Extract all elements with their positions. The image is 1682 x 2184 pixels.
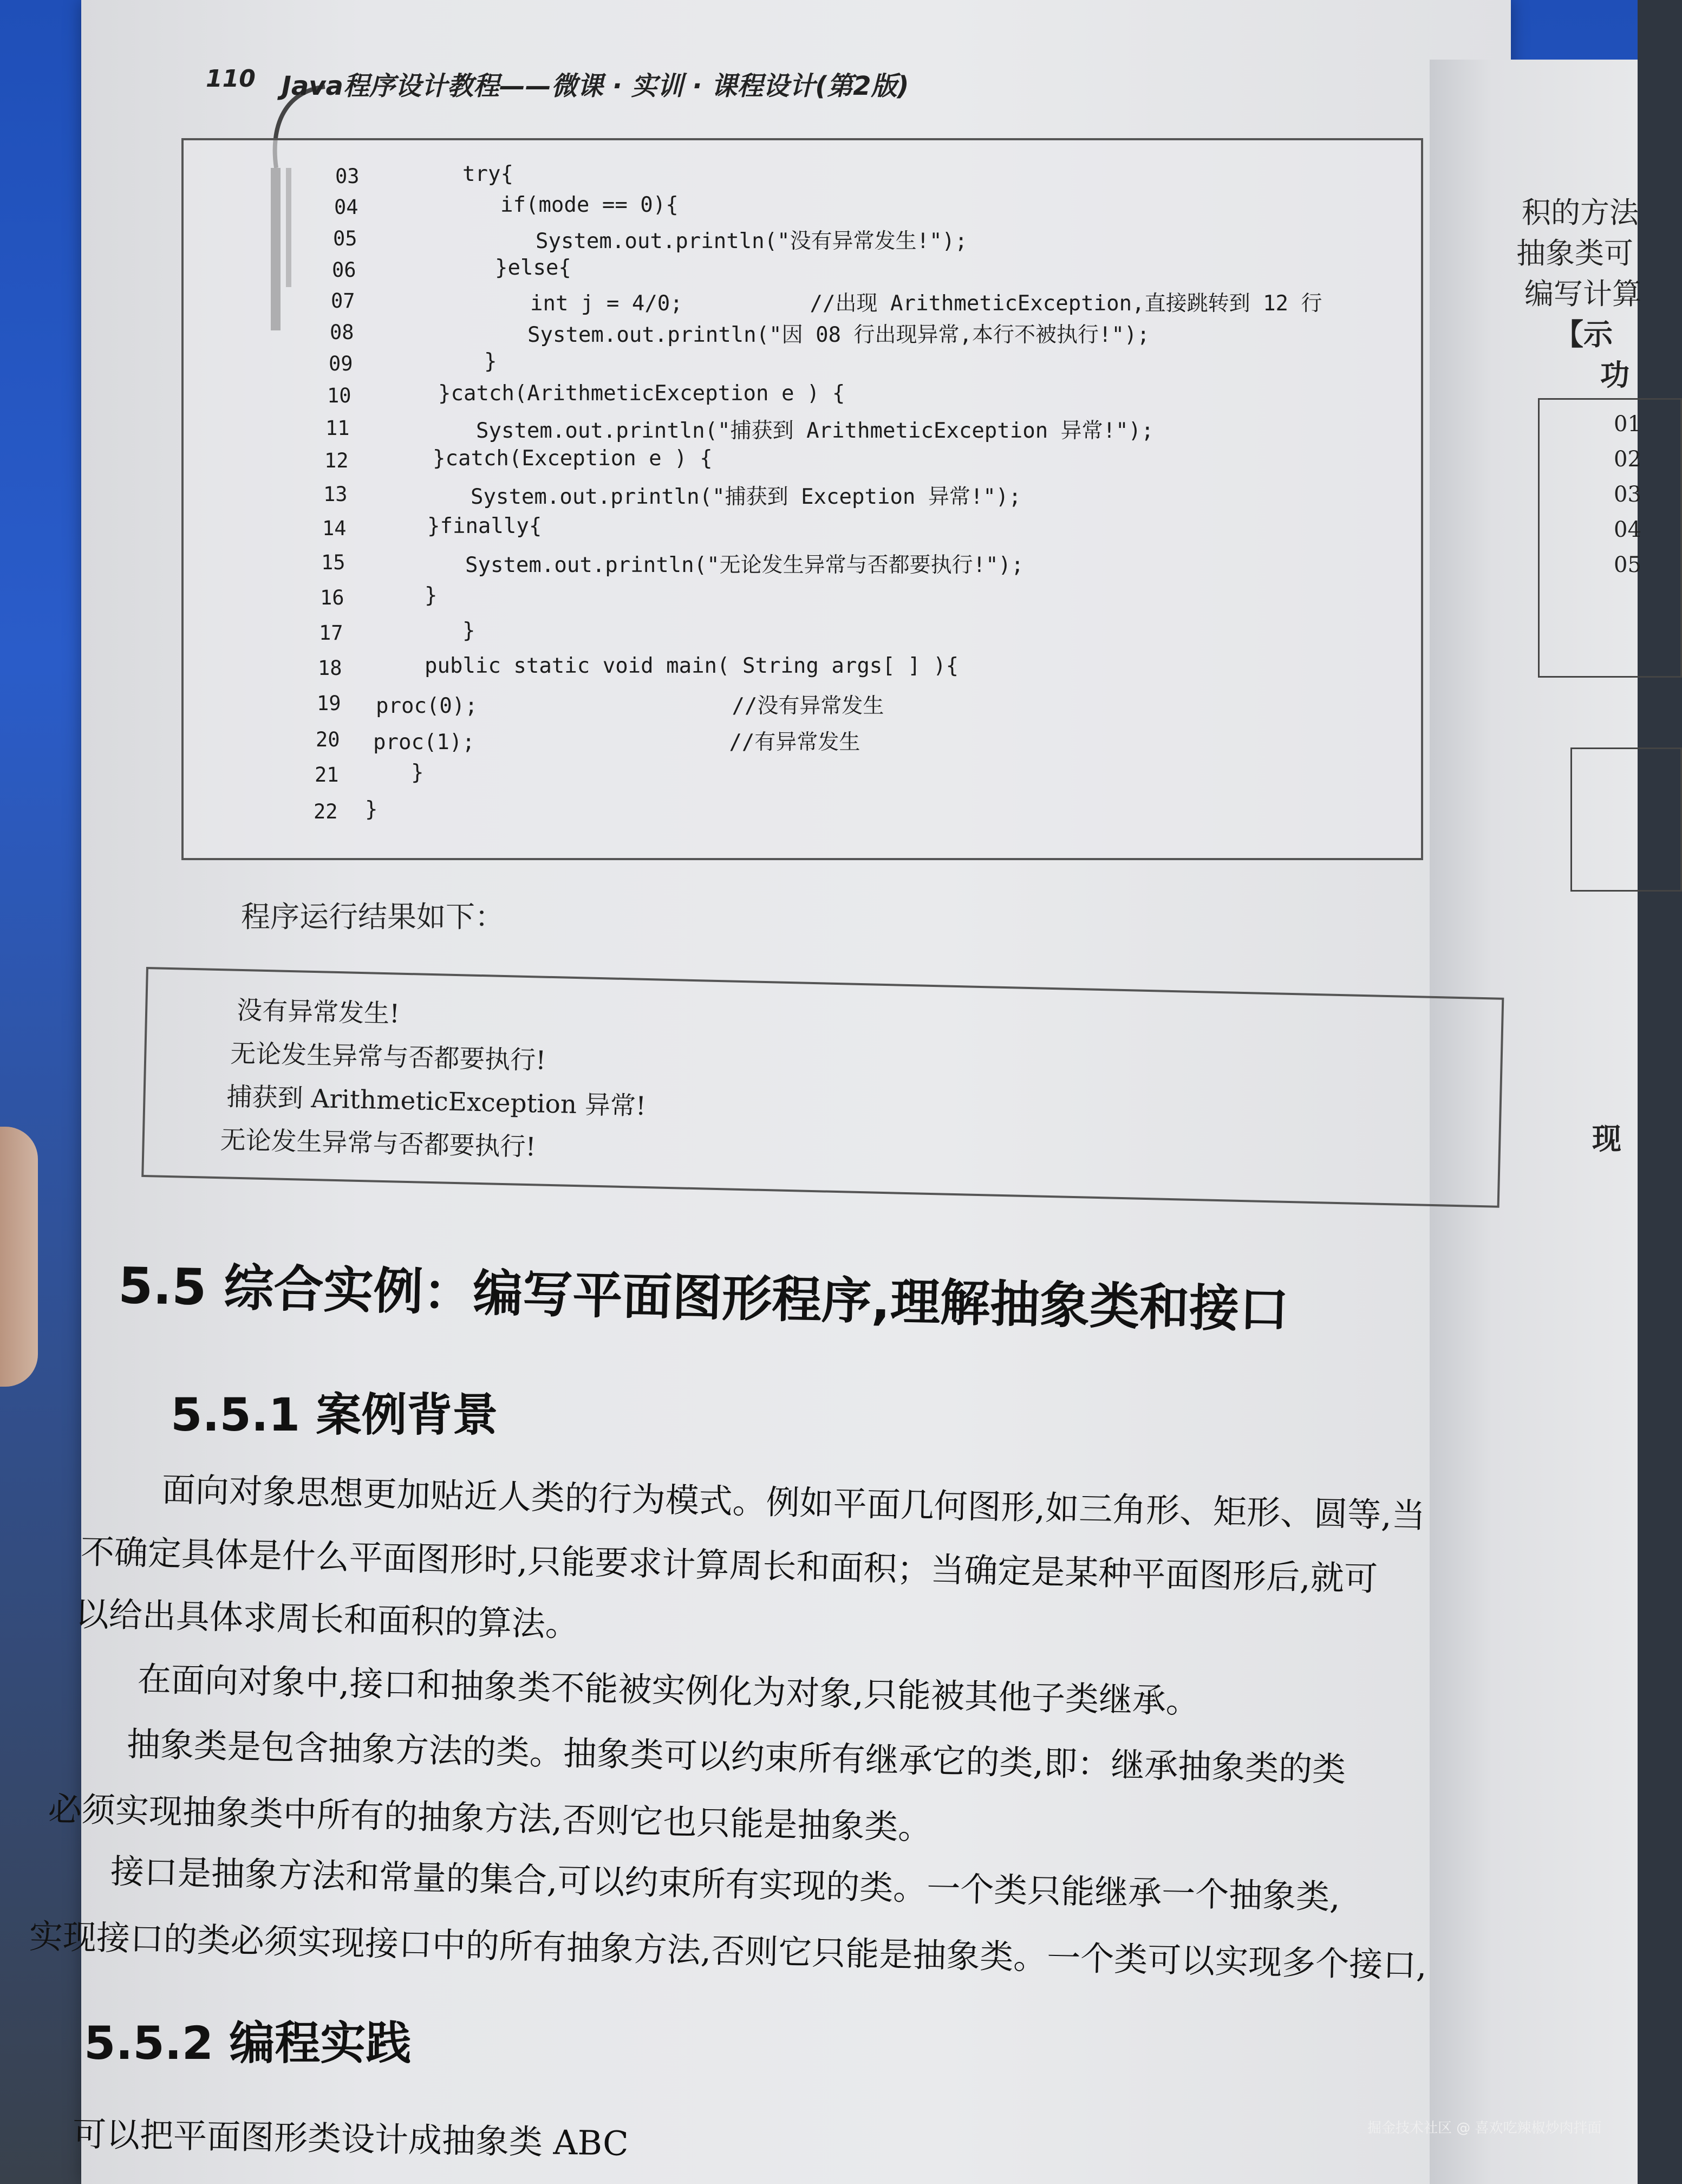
code-line: System.out.println("无论发生异常与否都要执行!"); (465, 553, 1024, 577)
line-number: 10 (327, 384, 351, 407)
facing-box (1570, 748, 1682, 892)
output-line: 无论发生异常与否都要执行! (230, 1038, 546, 1076)
output-line: 捕获到 ArithmeticException 异常! (226, 1082, 647, 1121)
body-paragraph-line: 不确定具体是什么平面图形时,只能要求计算周长和面积；当确定是某种平面图形后,就可 (80, 1531, 1378, 1599)
facing-line-number: 04 (1614, 517, 1641, 542)
facing-line-number: 01 (1614, 412, 1641, 437)
section-heading-5-5-1: 5.5.1 案例背景 (171, 1388, 498, 1441)
code-line: } (484, 349, 497, 374)
facing-line-number: 05 (1614, 552, 1641, 577)
body-paragraph-line: 必须实现抽象类中所有的抽象方法,否则它也只能是抽象类。 (48, 1789, 933, 1848)
line-number: 15 (321, 551, 345, 574)
line-number: 17 (319, 621, 343, 645)
line-number: 04 (334, 196, 358, 219)
body-paragraph-line: 抽象类是包含抽象方法的类。抽象类可以约束所有继承它的类,即：继承抽象类的类 (126, 1724, 1346, 1790)
facing-line-number: 03 (1614, 482, 1641, 507)
line-number: 11 (325, 417, 350, 440)
facing-line-number: 02 (1614, 447, 1641, 472)
line-number: 19 (317, 692, 341, 715)
code-line: proc(1); //有异常发生 (373, 730, 860, 755)
page-number: 110 (206, 65, 256, 93)
line-number: 22 (314, 800, 338, 823)
line-number: 07 (331, 289, 355, 313)
line-number: 18 (318, 656, 342, 680)
facing-code-box (1538, 398, 1682, 678)
thumb (0, 1127, 38, 1387)
body-paragraph-line: 在面向对象中,接口和抽象类不能被实例化为对象,只能被其他子类继承。 (137, 1659, 1200, 1721)
section-heading-5-5: 5.5 综合实例：编写平面图形程序,理解抽象类和接口 (118, 1256, 1290, 1340)
line-number: 06 (332, 258, 356, 282)
code-line: }catch(ArithmeticException e ) { (438, 381, 845, 406)
code-line: int j = 4/0; //出现 ArithmeticException,直接跳转到 12 行 (530, 291, 1322, 316)
book-title: Java程序设计教程——微课 · 实训 · 课程设计(第2版) (282, 71, 909, 101)
line-number: 14 (322, 517, 347, 540)
line-number: 13 (323, 483, 348, 506)
facing-text: 抽象类可 (1516, 236, 1633, 270)
run-result-label: 程序运行结果如下： (241, 900, 504, 934)
code-line: System.out.println("捕获到 Exception 异常!"); (471, 485, 1021, 509)
body-paragraph-line: 可以把平面图形类设计成抽象类 ABC (72, 2114, 629, 2163)
code-line: } (462, 619, 475, 643)
line-number: 09 (329, 352, 353, 375)
code-line: public static void main( String args[ ] ){ (425, 654, 959, 678)
facing-text: 积的方法 (1522, 196, 1639, 230)
watermark: 掘金技术社区 @ 喜欢吃辣椒炒肉拌面 (1367, 2120, 1602, 2136)
code-line: System.out.println("因 08 行出现异常,本行不被执行!"); (527, 323, 1150, 347)
facing-text: 【示 (1554, 317, 1613, 352)
body-paragraph-line: 以给出具体求周长和面积的算法。 (75, 1594, 579, 1644)
body-paragraph-line: 面向对象思想更加贴近人类的行为模式。例如平面几何图形,如三角形、矩形、圆等,当 (161, 1469, 1426, 1536)
code-line: if(mode == 0){ (500, 193, 679, 217)
body-paragraph-line: 接口是抽象方法和常量的集合,可以约束所有实现的类。一个类只能继承一个抽象类, (110, 1851, 1341, 1917)
line-number: 21 (315, 763, 339, 786)
code-line: } (425, 583, 438, 608)
line-number: 03 (335, 165, 360, 188)
output-line: 无论发生异常与否都要执行! (220, 1125, 537, 1162)
body-paragraph-line: 实现接口的类必须实现接口中的所有抽象方法,否则它只能是抽象类。一个类可以实现多个接口, (29, 1916, 1427, 1986)
facing-text: 现 (1592, 1121, 1621, 1156)
code-line: }else{ (495, 256, 571, 280)
section-heading-5-5-2: 5.5.2 编程实践 (84, 2017, 412, 2070)
code-line: System.out.println("没有异常发生!"); (536, 229, 968, 253)
code-line: System.out.println("捕获到 ArithmeticException 异常!"); (476, 419, 1154, 443)
code-line: }finally{ (427, 514, 542, 538)
line-number: 12 (324, 449, 349, 472)
line-number: 05 (333, 227, 357, 250)
code-listing (181, 138, 1423, 860)
code-line: } (411, 760, 424, 785)
facing-text: 功 (1600, 358, 1629, 392)
code-line: try{ (462, 162, 513, 186)
code-line: }catch(Exception e ) { (433, 446, 713, 471)
line-number: 08 (330, 321, 354, 344)
running-header (206, 65, 1451, 108)
facing-text: 编写计算 (1524, 277, 1641, 311)
line-number: 16 (320, 586, 344, 609)
line-number: 20 (316, 728, 340, 751)
output-box (141, 967, 1504, 1208)
output-line: 没有异常发生! (236, 995, 400, 1029)
code-line: } (365, 797, 378, 822)
code-line: proc(0); //没有异常发生 (376, 694, 884, 718)
